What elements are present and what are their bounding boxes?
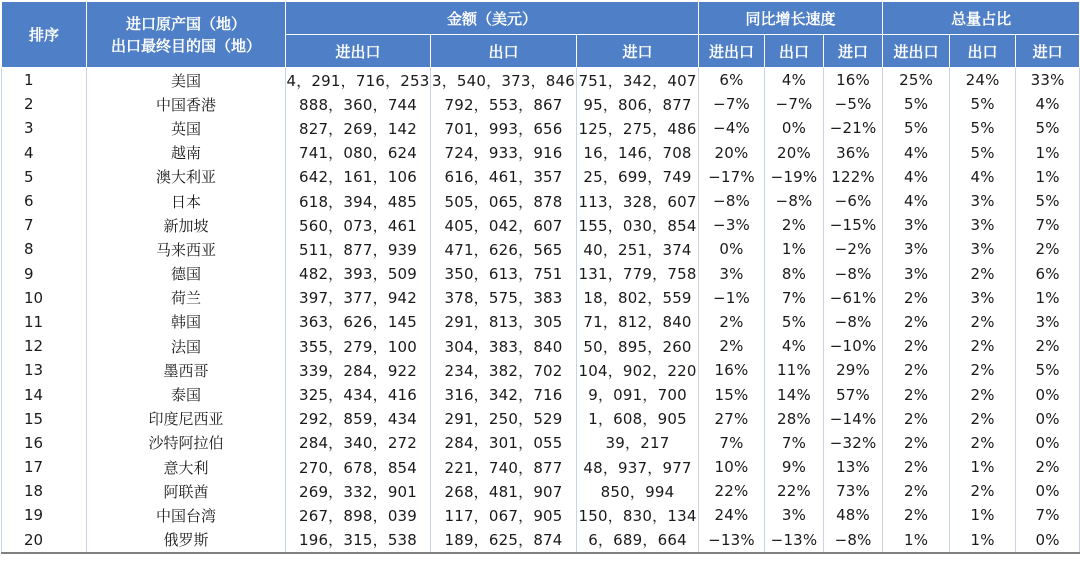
share-total-cell: 5% [883,116,950,140]
country-header-line1: 进口原产国（地） [125,14,246,33]
share-export-cell: 3% [950,213,1016,237]
table-row [2,213,1080,237]
growth-export-cell: 7% [765,431,824,455]
share-export-cell: 2% [950,407,1016,431]
amount-export-cell: 221，740，877 [431,455,577,479]
table-row [2,431,1080,455]
growth-import-cell: −6% [824,189,883,213]
growth-import-header: 进口 [824,35,883,68]
country-cell: 日本 [87,189,286,213]
share-import-cell: 0% [1016,479,1080,503]
amount-import-cell: 113，328，607 [577,189,699,213]
growth-export-cell: −13% [765,528,824,553]
table-row [2,503,1080,527]
growth-total-cell: 22% [699,479,765,503]
growth-group-header: 同比增长速度 [699,2,883,35]
share-import-cell: 7% [1016,213,1080,237]
country-cell: 印度尼西亚 [87,407,286,431]
growth-export-cell: 14% [765,382,824,406]
growth-import-cell: −2% [824,237,883,261]
country-cell: 中国台湾 [87,503,286,527]
growth-export-cell: 1% [765,237,824,261]
rank-cell: 1 [2,68,87,93]
country-cell: 中国香港 [87,92,286,116]
growth-import-cell: 48% [824,503,883,527]
table-body [2,68,1080,553]
rank-cell: 5 [2,165,87,189]
country-cell: 德国 [87,262,286,286]
amount-import-cell: 6，689，664 [577,528,699,553]
growth-import-cell: −10% [824,334,883,358]
growth-export-cell: 9% [765,455,824,479]
share-total-cell: 2% [883,503,950,527]
country-cell: 英国 [87,116,286,140]
table-row [2,141,1080,165]
amount-import-cell: 1，608，905 [577,407,699,431]
amount-import-cell: 40，251，374 [577,237,699,261]
amount-import-cell: 9，091，700 [577,382,699,406]
country-cell: 泰国 [87,382,286,406]
country-cell: 沙特阿拉伯 [87,431,286,455]
amount-import-cell: 71，812，840 [577,310,699,334]
share-total-cell: 2% [883,479,950,503]
share-import-cell: 33% [1016,68,1080,93]
growth-total-cell: −17% [699,165,765,189]
rank-cell: 11 [2,310,87,334]
share-import-cell: 1% [1016,141,1080,165]
amount-total-cell: 355，279，100 [286,334,431,358]
amount-total-cell: 888，360，744 [286,92,431,116]
growth-import-cell: −15% [824,213,883,237]
growth-export-cell: 0% [765,116,824,140]
share-import-cell: 0% [1016,407,1080,431]
rank-cell: 6 [2,189,87,213]
amount-import-cell: 125，275，486 [577,116,699,140]
country-cell: 俄罗斯 [87,528,286,553]
growth-export-cell: −7% [765,92,824,116]
share-export-cell: 1% [950,455,1016,479]
growth-total-cell: 20% [699,141,765,165]
share-import-cell: 1% [1016,165,1080,189]
country-cell: 越南 [87,141,286,165]
share-total-cell: 2% [883,310,950,334]
growth-total-cell: −4% [699,116,765,140]
growth-import-cell: −21% [824,116,883,140]
table-row [2,262,1080,286]
amount-total-cell: 397，377，942 [286,286,431,310]
growth-total-cell: 3% [699,262,765,286]
amount-import-cell: 850，994 [577,479,699,503]
share-total-cell: 2% [883,358,950,382]
amount-export-cell: 189，625，874 [431,528,577,553]
amount-total-cell: 642，161，106 [286,165,431,189]
share-export-cell: 3% [950,286,1016,310]
country-cell: 马来西亚 [87,237,286,261]
rank-cell: 17 [2,455,87,479]
share-export-cell: 5% [950,141,1016,165]
growth-total-cell: −1% [699,286,765,310]
amount-import-cell: 95，806，877 [577,92,699,116]
share-import-cell: 0% [1016,528,1080,553]
growth-import-cell: −8% [824,262,883,286]
amount-export-cell: 3，540，373，846 [431,68,577,93]
share-export-cell: 1% [950,503,1016,527]
amount-group-header: 金额（美元） [286,2,699,35]
amount-import-cell: 155，030，854 [577,213,699,237]
amount-import-cell: 131，779，758 [577,262,699,286]
share-export-cell: 2% [950,479,1016,503]
share-import-cell: 7% [1016,503,1080,527]
growth-total-cell: 0% [699,237,765,261]
amount-export-cell: 378，575，383 [431,286,577,310]
share-import-cell: 5% [1016,116,1080,140]
share-import-cell: 2% [1016,334,1080,358]
share-import-cell: 6% [1016,262,1080,286]
rank-cell: 15 [2,407,87,431]
share-total-cell: 2% [883,455,950,479]
country-cell: 阿联酋 [87,479,286,503]
amount-total-cell: 267，898，039 [286,503,431,527]
rank-cell: 18 [2,479,87,503]
amount-total-cell: 284，340，272 [286,431,431,455]
amount-import-cell: 25，699，749 [577,165,699,189]
rank-cell: 14 [2,382,87,406]
share-total-cell: 4% [883,141,950,165]
rank-cell: 20 [2,528,87,553]
growth-import-cell: −8% [824,528,883,553]
growth-total-cell: 6% [699,68,765,93]
share-total-cell: 1% [883,528,950,553]
amount-import-header: 进口 [577,35,699,68]
table-row [2,237,1080,261]
growth-total-cell: 15% [699,382,765,406]
share-export-cell: 3% [950,189,1016,213]
growth-export-cell: 20% [765,141,824,165]
growth-export-cell: −19% [765,165,824,189]
share-export-cell: 2% [950,262,1016,286]
amount-export-cell: 284，301，055 [431,431,577,455]
share-export-cell: 1% [950,528,1016,553]
growth-total-cell: 2% [699,310,765,334]
share-export-cell: 2% [950,382,1016,406]
amount-total-cell: 270，678，854 [286,455,431,479]
growth-total-cell: 27% [699,407,765,431]
table-row [2,528,1080,553]
table-row [2,165,1080,189]
growth-import-cell: 73% [824,479,883,503]
amount-total-cell: 325，434，416 [286,382,431,406]
amount-total-cell: 511，877，939 [286,237,431,261]
country-cell: 荷兰 [87,286,286,310]
growth-import-cell: −8% [824,310,883,334]
rank-cell: 16 [2,431,87,455]
amount-import-cell: 751，342，407 [577,68,699,93]
amount-export-cell: 701，993，656 [431,116,577,140]
growth-total-header: 进出口 [699,35,765,68]
growth-total-cell: 10% [699,455,765,479]
share-total-cell: 2% [883,407,950,431]
amount-total-cell: 196，315，538 [286,528,431,553]
growth-import-cell: −32% [824,431,883,455]
rank-cell: 3 [2,116,87,140]
share-total-cell: 2% [883,334,950,358]
amount-import-cell: 48，937，977 [577,455,699,479]
growth-total-cell: 16% [699,358,765,382]
amount-total-cell: 292，859，434 [286,407,431,431]
growth-total-cell: −7% [699,92,765,116]
rank-cell: 12 [2,334,87,358]
amount-export-header: 出口 [431,35,577,68]
share-import-cell: 5% [1016,358,1080,382]
table-row [2,92,1080,116]
share-import-header: 进口 [1016,35,1080,68]
amount-total-cell: 482，393，509 [286,262,431,286]
country-cell: 墨西哥 [87,358,286,382]
growth-import-cell: −14% [824,407,883,431]
amount-export-cell: 291，813，305 [431,310,577,334]
amount-total-cell: 618，394，485 [286,189,431,213]
amount-total-cell: 363，626，145 [286,310,431,334]
share-import-cell: 2% [1016,455,1080,479]
growth-import-cell: 122% [824,165,883,189]
table-row [2,286,1080,310]
share-total-cell: 2% [883,431,950,455]
growth-export-header: 出口 [765,35,824,68]
share-export-cell: 2% [950,310,1016,334]
share-group-header: 总量占比 [883,2,1080,35]
growth-import-cell: 13% [824,455,883,479]
amount-total-cell: 827，269，142 [286,116,431,140]
rank-cell: 10 [2,286,87,310]
amount-total-cell: 4，291，716，253 [286,68,431,93]
amount-export-cell: 304，383，840 [431,334,577,358]
growth-export-cell: 11% [765,358,824,382]
table-row [2,189,1080,213]
share-export-cell: 5% [950,92,1016,116]
table-row [2,479,1080,503]
growth-import-cell: 57% [824,382,883,406]
share-total-cell: 4% [883,189,950,213]
share-total-cell: 2% [883,286,950,310]
share-export-cell: 24% [950,68,1016,93]
table-row [2,382,1080,406]
share-import-cell: 4% [1016,92,1080,116]
amount-export-cell: 405，042，607 [431,213,577,237]
table-row [2,68,1080,93]
amount-total-header: 进出口 [286,35,431,68]
rank-cell: 9 [2,262,87,286]
amount-export-cell: 471，626，565 [431,237,577,261]
share-total-cell: 5% [883,92,950,116]
amount-import-cell: 16，146，708 [577,141,699,165]
share-export-cell: 2% [950,358,1016,382]
growth-total-cell: 2% [699,334,765,358]
growth-export-cell: 5% [765,310,824,334]
table-row [2,334,1080,358]
amount-export-cell: 724，933，916 [431,141,577,165]
share-export-cell: 5% [950,116,1016,140]
rank-cell: 13 [2,358,87,382]
amount-export-cell: 268，481，907 [431,479,577,503]
growth-import-cell: 36% [824,141,883,165]
table-row [2,407,1080,431]
amount-export-cell: 316，342，716 [431,382,577,406]
share-total-cell: 25% [883,68,950,93]
share-import-cell: 2% [1016,237,1080,261]
amount-import-cell: 50，895，260 [577,334,699,358]
growth-import-cell: 16% [824,68,883,93]
growth-export-cell: 7% [765,286,824,310]
growth-export-cell: 4% [765,68,824,93]
country-cell: 美国 [87,68,286,93]
share-total-cell: 4% [883,165,950,189]
amount-import-cell: 150，830，134 [577,503,699,527]
growth-import-cell: −61% [824,286,883,310]
growth-total-cell: 7% [699,431,765,455]
country-header-line2: 出口最终目的国（地） [110,36,261,55]
amount-export-cell: 117，067，905 [431,503,577,527]
share-export-header: 出口 [950,35,1016,68]
amount-import-cell: 104，902，220 [577,358,699,382]
country-cell: 法国 [87,334,286,358]
table-row [2,310,1080,334]
share-import-cell: 0% [1016,382,1080,406]
country-cell: 意大利 [87,455,286,479]
share-import-cell: 3% [1016,310,1080,334]
amount-import-cell: 39，217 [577,431,699,455]
share-import-cell: 1% [1016,286,1080,310]
growth-export-cell: 22% [765,479,824,503]
rank-header: 排序 [2,2,87,68]
rank-cell: 2 [2,92,87,116]
table-row [2,455,1080,479]
growth-export-cell: 8% [765,262,824,286]
amount-total-cell: 741，080，624 [286,141,431,165]
growth-total-cell: −3% [699,213,765,237]
share-export-cell: 3% [950,237,1016,261]
amount-export-cell: 505，065，878 [431,189,577,213]
amount-export-cell: 616，461，357 [431,165,577,189]
share-export-cell: 2% [950,334,1016,358]
rank-cell: 4 [2,141,87,165]
growth-export-cell: 3% [765,503,824,527]
rank-cell: 7 [2,213,87,237]
share-total-cell: 3% [883,213,950,237]
country-cell: 韩国 [87,310,286,334]
trade-partners-table [1,1,1080,554]
country-header [87,2,286,68]
amount-total-cell: 339，284，922 [286,358,431,382]
share-export-cell: 4% [950,165,1016,189]
share-export-cell: 2% [950,431,1016,455]
growth-total-cell: −13% [699,528,765,553]
share-import-cell: 5% [1016,189,1080,213]
table-row [2,116,1080,140]
amount-total-cell: 560，073，461 [286,213,431,237]
amount-import-cell: 18，802，559 [577,286,699,310]
share-import-cell: 0% [1016,431,1080,455]
rank-cell: 8 [2,237,87,261]
growth-export-cell: 28% [765,407,824,431]
table-row [2,358,1080,382]
share-total-cell: 3% [883,237,950,261]
growth-export-cell: 2% [765,213,824,237]
country-cell: 新加坡 [87,213,286,237]
share-total-cell: 2% [883,382,950,406]
growth-export-cell: −8% [765,189,824,213]
share-total-cell: 3% [883,262,950,286]
growth-export-cell: 4% [765,334,824,358]
country-cell: 澳大利亚 [87,165,286,189]
amount-export-cell: 350，613，751 [431,262,577,286]
growth-import-cell: 29% [824,358,883,382]
growth-total-cell: 24% [699,503,765,527]
growth-total-cell: −8% [699,189,765,213]
amount-export-cell: 792，553，867 [431,92,577,116]
amount-total-cell: 269，332，901 [286,479,431,503]
growth-import-cell: −5% [824,92,883,116]
rank-cell: 19 [2,503,87,527]
amount-export-cell: 291，250，529 [431,407,577,431]
amount-export-cell: 234，382，702 [431,358,577,382]
share-total-header: 进出口 [883,35,950,68]
table-header [2,2,1080,68]
